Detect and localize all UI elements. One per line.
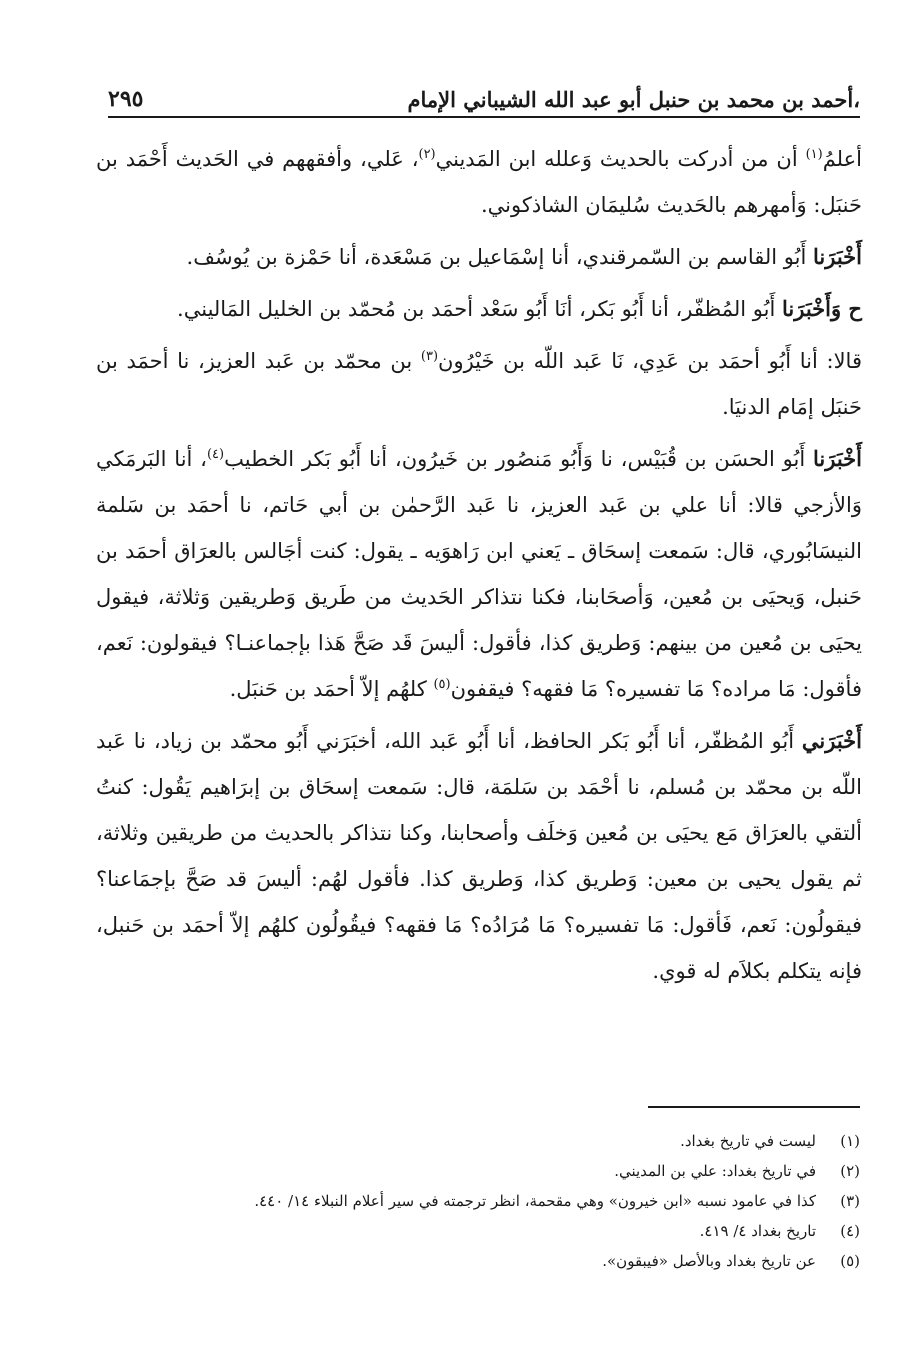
- text-segment: أن من أدركت بالحديث وَعلله ابن المَديني: [435, 147, 806, 171]
- paragraph: [96, 136, 862, 228]
- header-rule: [108, 116, 860, 118]
- isnad-keyword: أَخْبَرَنا: [813, 244, 862, 269]
- footnote-ref: (٥): [433, 677, 451, 692]
- text-segment: قالا: أنا أَبُو أحمَد بن عَدِي، نَا عَبد اللّه بن خَيْرُون: [438, 349, 862, 373]
- footnote-number: (٥): [840, 1252, 860, 1270]
- footnote-number: (٣): [840, 1192, 860, 1210]
- footnote-text: عن تاريخ بغداد وبالأصل «فيبقون».: [602, 1252, 816, 1270]
- text-segment: أَبُو المُظفّر، أنا أَبُو بَكر الحافظ، أنا أَبُو عَبد الله، أخبَرَني أَبُو محمّد بن زياد، نا عَبد اللّه بن محمّد بن مُسلم، نا أحْمَد بن سَلمَة، قال: سَمعت إسحَاق بن إبرَاهيم يَقُول: كنتُ ألتقي بالعرَاق مَع يحيَى بن مُعين وَخلَف وأصحابنا، وكنا نتذاكر بالحديث من طريقين وثلاثة، ثم يقول يحيى بن معين: وَطريق كذا، وَطريق كذا. فأقول لهُم: أليسَ قد صَحَّ بإجمَاعنا؟ فيقولُون: نَعم، فَأقول: مَا تفسيره؟ مَا مُرَادُه؟ مَا فقهه؟ فيقُولُون كلهُم إلاّ أحمَد بن حَنبل، فإنه يتكلم بكلاَم له قوي.: [96, 729, 862, 983]
- paragraph: [96, 234, 862, 280]
- footnote: [96, 1186, 860, 1216]
- text-segment: أعلمُ: [822, 147, 862, 171]
- page-header: [108, 78, 860, 112]
- text-segment: كلهُم إلاّ أحمَد بن حَنبَل.: [229, 677, 434, 701]
- footnote: [96, 1246, 860, 1276]
- text-segment: ، أنا البَرمَكي وَالأزجي قالا: أنا علي بن عَبد العزيز، نا عَبد الرَّحمٰن بن أبي حَاتم، نا أحمَد بن سَلمة النيسَابُوري، قال: سَمعت إسحَاق ـ يَعني ابن رَاهوَيه ـ يقول: كنت أجَالس بالعرَاق أحمَد بن حَنبل، وَيحيَى بن مُعين، وَأصحَابنا، فكنا نتذاكر الحَديث من طَريق وَطريقين وَثلاثة، فيقول يحيَى بن مُعين من بينهم: وَطريق كذا، فأقول: أليسَ قَد صَحَّ هَذا بإجماعنـا؟ فيقولون: نَعم، فأقول: مَا مراده؟ مَا تفسيره؟ مَا فقهه؟ فيقفون: [96, 447, 862, 701]
- footnote-text: كذا في عامود نسبه «ابن خيرون» وهي مقحمة، انظر ترجمته في سير أعلام النبلاء ١٤/ ٤٤٠.: [254, 1192, 816, 1210]
- footnote: [96, 1126, 860, 1156]
- isnad-keyword: ح وَأَخْبَرَنا: [782, 296, 862, 321]
- paragraph: [96, 718, 862, 994]
- page-number: ٢٩٥: [108, 86, 144, 112]
- footnote-number: (١): [840, 1132, 860, 1150]
- text-segment: ، عَلي، وأفقههم في الحَديث أَحْمَد بن حَنبَل: وَأمهرهم بالحَديث سُليمَان الشاذكوني.: [96, 147, 862, 217]
- footnote-text: ليست في تاريخ بغداد.: [680, 1132, 816, 1150]
- footnote-text: في تاريخ بغداد: علي بن المديني.: [614, 1162, 816, 1180]
- footnote-number: (٤): [840, 1222, 860, 1240]
- footnote-ref: (٢): [418, 147, 436, 162]
- paragraph: [96, 286, 862, 332]
- running-title: ،أحمد بن محمد بن حنبل أبو عبد الله الشيباني الإمام: [407, 87, 860, 112]
- footnote-ref: (٤): [206, 447, 225, 462]
- footnote-separator: [648, 1106, 860, 1108]
- main-text: [96, 136, 862, 1000]
- footnote: [96, 1156, 860, 1186]
- text-segment: أَبُو القاسم بن السّمرقندي، أنا إسْمَاعيل بن مَسْعَدة، أنا حَمْزة بن يُوسُف.: [186, 245, 814, 269]
- paragraph: [96, 338, 862, 430]
- footnote-ref: (١): [805, 147, 823, 162]
- text-segment: بن محمّد بن عَبد العزيز، نا أحمَد بن حَنبَل إمَام الدنيَا.: [96, 349, 862, 419]
- footnote: [96, 1216, 860, 1246]
- footnote-number: (٢): [840, 1162, 860, 1180]
- text-segment: أَبُو المُظفّر، أنا أَبُو بَكر، أنَا أَبُو سَعْد أحمَد بن مُحمّد بن الخليل المَاليني.: [177, 297, 782, 321]
- isnad-keyword: أَخْبَرَنا: [813, 446, 862, 471]
- footnotes: [96, 1126, 860, 1276]
- text-segment: أَبُو الحسَن بن قُبَيْس، نا وَأَبُو مَنصُور بن خَيرُون، أنا أَبُو بَكر الخطيب: [224, 447, 814, 471]
- paragraph: [96, 436, 862, 712]
- isnad-keyword: أَخْبَرَني: [801, 728, 862, 753]
- footnote-ref: (٣): [420, 349, 439, 364]
- footnote-text: تاريخ بغداد ٤/ ٤١٩.: [699, 1222, 816, 1240]
